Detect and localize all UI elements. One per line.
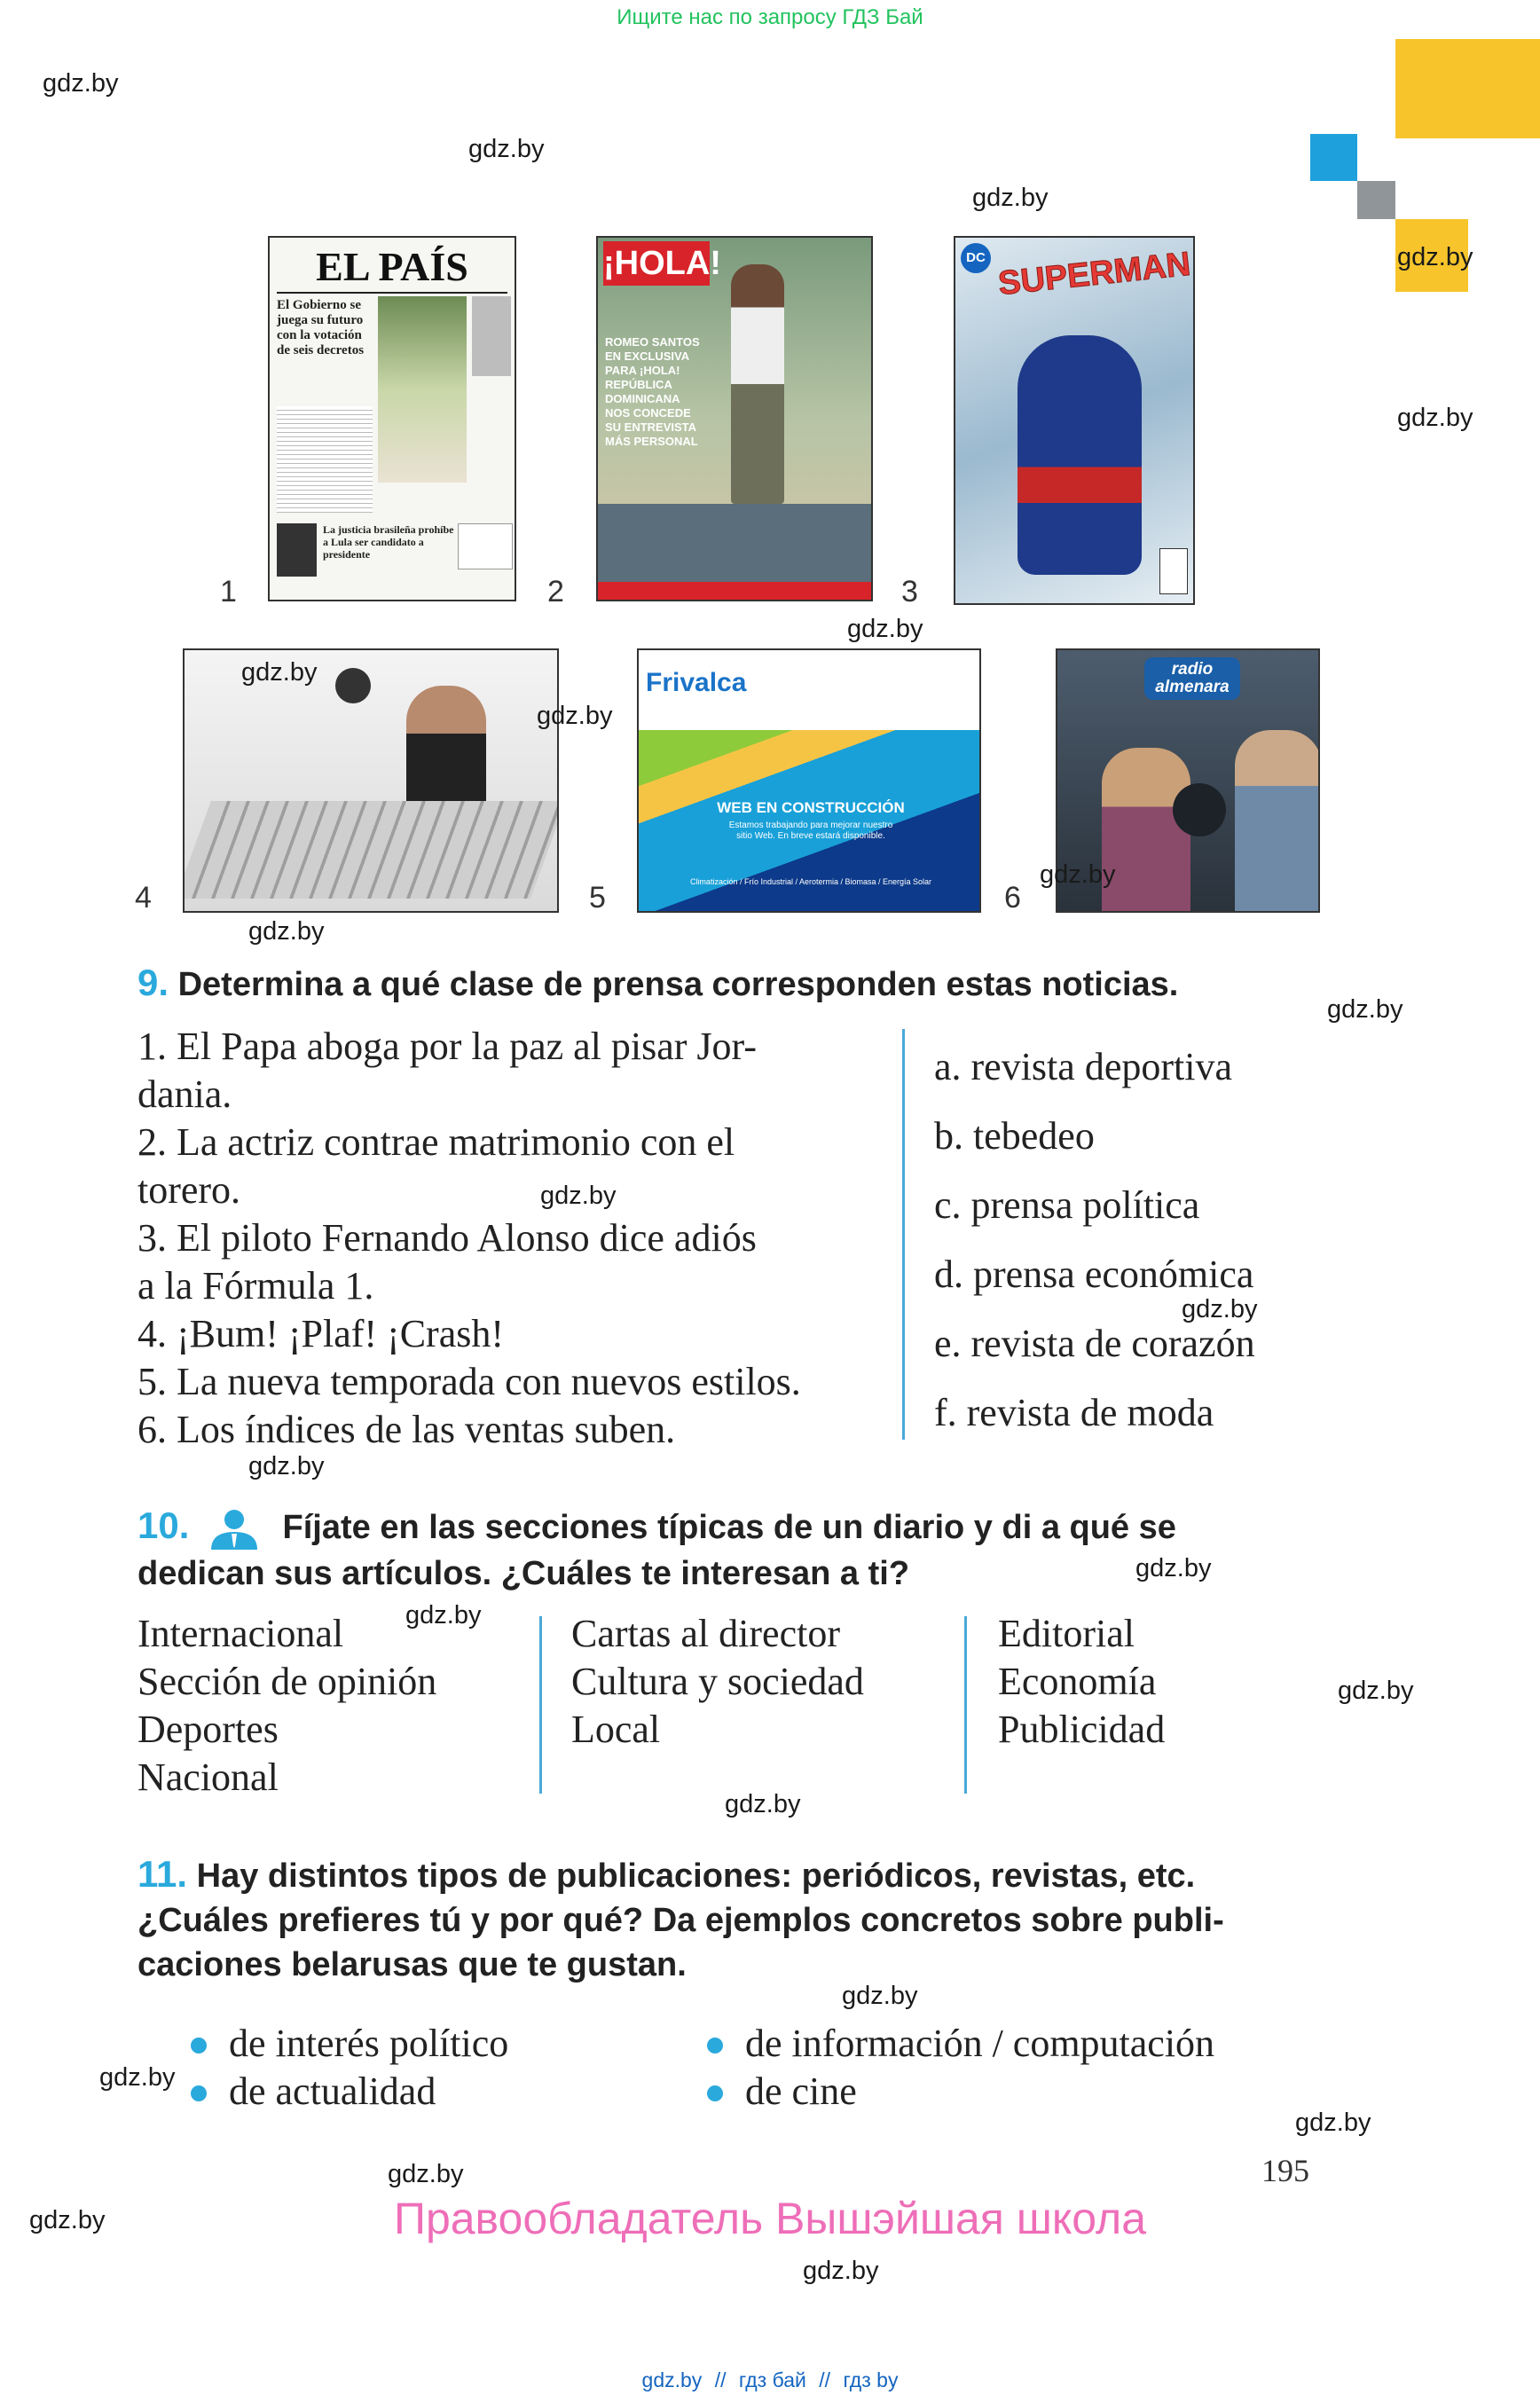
news-line: dania. (138, 1072, 232, 1116)
watermark: gdz.by (405, 1601, 482, 1629)
news-line: torero. (138, 1168, 241, 1212)
press-type-option: a. revista deportiva (934, 1045, 1232, 1088)
page-number: 195 (1261, 2153, 1309, 2188)
radio-almenara-logo: radio almenara (1144, 657, 1240, 700)
deco-blue-square (1310, 134, 1357, 181)
watermark: gdz.by (99, 2063, 176, 2092)
section-item: Publicidad (998, 1708, 1166, 1751)
host-man-figure (1235, 730, 1320, 913)
newspaper-el-pais-image (268, 236, 516, 601)
comic-superman-image (954, 236, 1195, 605)
press-type-option: d. prensa económica (934, 1253, 1254, 1296)
exercise-9-number: 9. (138, 962, 169, 1003)
image-number: 3 (901, 575, 918, 609)
watermark: gdz.by (1397, 404, 1473, 432)
image-number: 2 (547, 575, 564, 609)
exercise-10-text-line2: dedican sus artículos. ¿Cuáles te interesan a ti? (138, 1554, 910, 1592)
image-number: 4 (135, 881, 152, 915)
link-gdz-bai[interactable]: гдз бай (738, 2368, 806, 2391)
watermark: gdz.by (540, 1182, 617, 1210)
magazine-cover-text: ROMEO SANTOS EN EXCLUSIVA PARA ¡HOLA! REPÚBLICA DOMINICANA NOS CONCEDE SU ENTREVISTA MÁS PERSONAL (605, 335, 700, 448)
watermark: gdz.by (29, 2206, 106, 2234)
newspaper-title: EL PAÍS (316, 244, 468, 289)
link-separator: // (714, 2368, 727, 2391)
magazine-model-figure (731, 264, 784, 504)
watermark: gdz.by (248, 1452, 325, 1480)
column-divider (964, 1616, 967, 1794)
news-line: 3. El piloto Fernando Alonso dice adiós (138, 1216, 757, 1260)
magazine-hola-image (596, 236, 873, 601)
magazine-title: ¡HOLA! (603, 241, 710, 286)
radio-dj-image (183, 648, 559, 913)
exercise-11-text-line1: Hay distintos tipos de publicaciones: periódicos, revistas, etc. (196, 1857, 1196, 1895)
column-divider (539, 1616, 542, 1794)
section-item: Economía (998, 1660, 1157, 1703)
watermark: gdz.by (43, 69, 119, 98)
watermark: gdz.by (725, 1790, 801, 1818)
top-banner[interactable]: Ищите нас по запросу ГДЗ Бай (617, 5, 923, 29)
link-separator: // (819, 2368, 831, 2391)
exercise-11-number: 11. (138, 1853, 188, 1895)
image-number: 1 (220, 575, 237, 609)
publication-type: de actualidad (229, 2069, 436, 2113)
section-item: Nacional (138, 1755, 279, 1799)
superman-figure (1018, 335, 1142, 575)
mixing-console (183, 801, 559, 899)
section-item: Sección de opinión (138, 1660, 437, 1703)
press-type-option: f. revista de moda (934, 1391, 1214, 1434)
section-item: Cartas al director (571, 1612, 840, 1655)
press-type-option: e. revista de corazón (934, 1322, 1255, 1365)
watermark: gdz.by (248, 917, 325, 946)
dc-logo-icon: DC (961, 243, 991, 273)
watermark: gdz.by (1327, 995, 1403, 1024)
exercise-10-number: 10. (138, 1504, 190, 1546)
newspaper-subheadline: La justicia brasileña prohíbe a Lula ser candidato a presidente (323, 523, 454, 561)
watermark: gdz.by (468, 135, 545, 163)
watermark: gdz.by (1040, 860, 1116, 889)
bottom-links (0, 2368, 1540, 2392)
exercise-9-text: Determina a qué clase de prensa corresponden estas noticias. (177, 966, 1179, 1003)
deco-gray-square (1357, 181, 1395, 219)
bullet-icon (191, 2085, 207, 2101)
news-line: 1. El Papa aboga por la paz al pisar Jor- (138, 1025, 757, 1068)
exercise-11-text-line2: ¿Cuáles prefieres tú y por qué? Da ejemplos concretos sobre publi- (138, 1902, 1224, 1939)
exercise-11-text-line3: caciones belarusas que te gustan. (138, 1946, 687, 1983)
watermark: gdz.by (1135, 1554, 1212, 1582)
section-item: Editorial (998, 1612, 1135, 1655)
image-number: 5 (589, 881, 606, 915)
column-divider (902, 1029, 905, 1440)
watermark: gdz.by (1338, 1677, 1414, 1705)
news-line: 2. La actriz contrae matrimonio con el (138, 1120, 735, 1164)
image-number: 6 (1004, 881, 1021, 915)
press-type-option: b. tebedeo (934, 1114, 1095, 1158)
web-footer-services: Climatización / Frío Industrial / Aerotermia / Biomasa / Energía Solar (689, 877, 932, 886)
watermark: gdz.by (1295, 2109, 1371, 2137)
news-line: 6. Los índices de las ventas suben. (138, 1408, 676, 1451)
link-gdz-by[interactable]: gdz.by (641, 2368, 703, 2391)
watermark: gdz.by (1182, 1295, 1258, 1323)
watermark: gdz.by (972, 184, 1049, 212)
copyright-footer: Правообладатель Вышэйшая школа (394, 2194, 1146, 2243)
exercise-10-text-line1: Fíjate en las secciones típicas de un diario y di a qué se (282, 1509, 1176, 1546)
bullet-icon (707, 2038, 723, 2054)
pair-work-icon (208, 1507, 261, 1551)
section-item: Deportes (138, 1708, 279, 1751)
news-line: 5. La nueva temporada con nuevos estilos. (138, 1360, 801, 1403)
news-line: a la Fórmula 1. (138, 1264, 374, 1308)
exercise-11-question (138, 1852, 1224, 1987)
publication-type: de información / computación (745, 2022, 1215, 2065)
frivalca-logo: Frivalca (646, 668, 747, 697)
section-item: Cultura y sociedad (571, 1660, 864, 1703)
newspaper-photo (378, 296, 467, 483)
newspaper-headline: El Gobierno se juega su futuro con la votación de seis decretos (277, 298, 365, 357)
publication-type: de cine (745, 2069, 857, 2113)
deco-yellow-square (1395, 39, 1540, 138)
bullet-icon (707, 2085, 723, 2101)
watermark: gdz.by (388, 2160, 464, 2188)
website-frivalca-image (637, 648, 981, 913)
comic-title: SUPERMAN (996, 245, 1193, 303)
press-type-option: c. prensa política (934, 1183, 1200, 1227)
web-construction-title: WEB EN CONSTRUCCIÓN (717, 799, 905, 816)
exercise-9-question (138, 961, 1178, 1007)
publication-type: de interés político (229, 2022, 509, 2065)
bullet-icon (191, 2038, 207, 2054)
section-item: Local (571, 1708, 661, 1751)
watermark: gdz.by (847, 615, 923, 643)
watermark: gdz.by (241, 658, 318, 687)
watermark: gdz.by (1397, 243, 1473, 271)
watermark: gdz.by (537, 702, 613, 730)
web-construction-sub: Estamos trabajando para mejorar nuestro sitio Web. En breve estará disponible. (728, 821, 893, 841)
watermark: gdz.by (842, 1982, 918, 2010)
section-item: Internacional (138, 1612, 344, 1655)
news-line: 4. ¡Bum! ¡Plaf! ¡Crash! (138, 1312, 505, 1355)
link-gdz-by-cyr[interactable]: гдз by (843, 2368, 899, 2391)
watermark: gdz.by (803, 2257, 879, 2285)
